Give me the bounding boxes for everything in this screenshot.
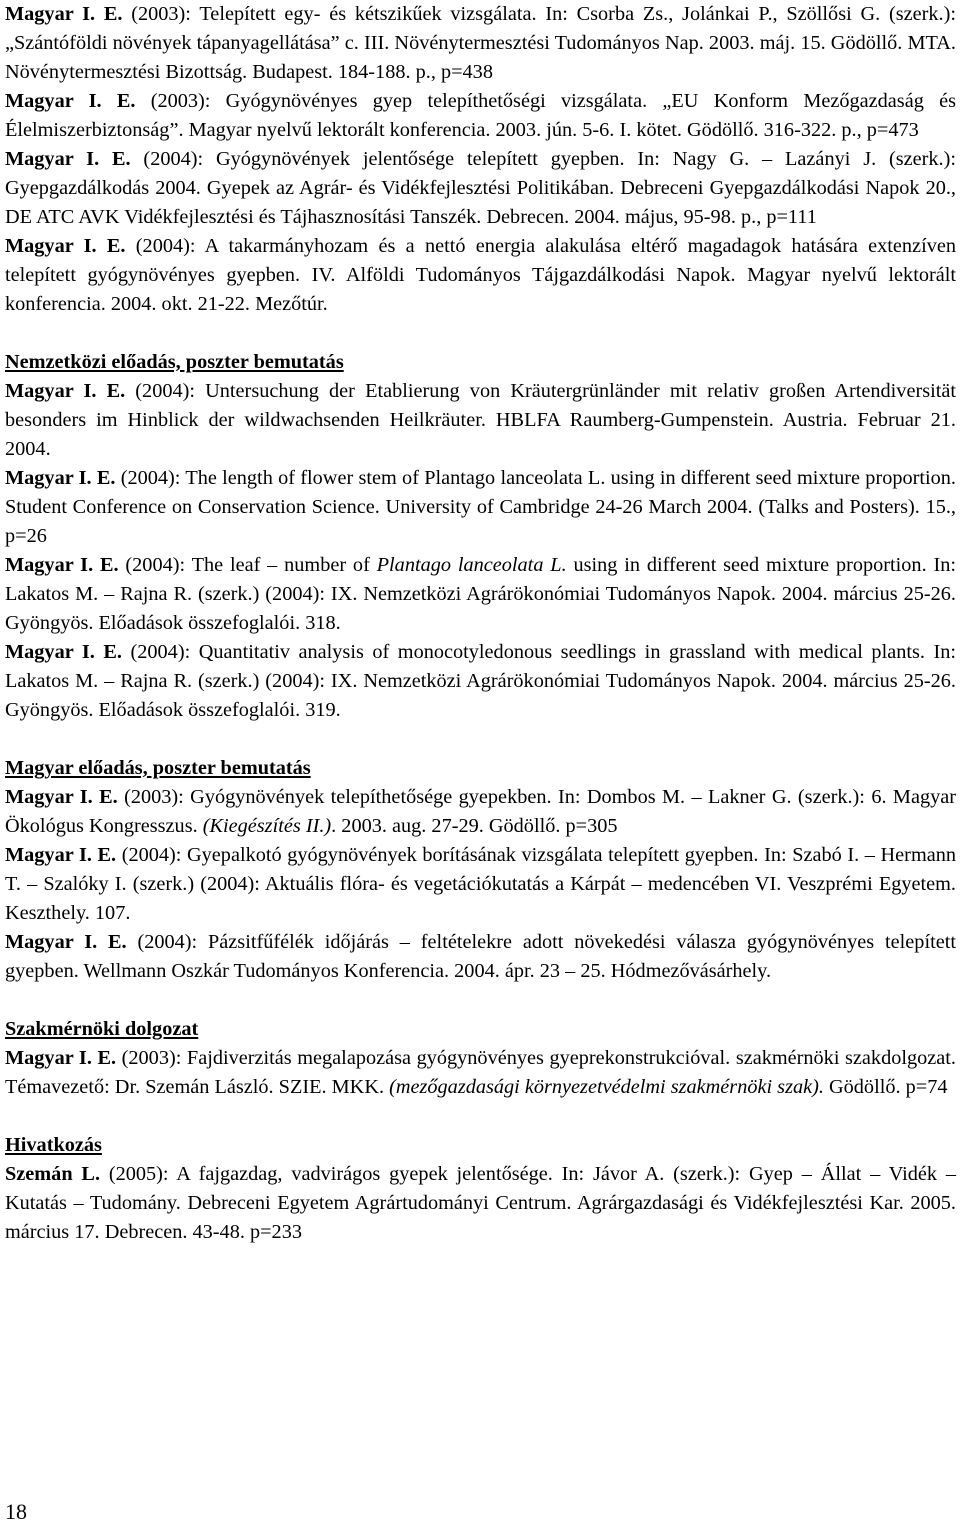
reference-italic-text: Plantago lanceolata L. — [376, 554, 567, 576]
reference-text: (2003): Gyógynövényes gyep telepíthetőségi vizsgálata. „EU Konform Mezőgazdaság és Élelmiszerbiztonság”. Magyar nyelvű lektorált konferencia. 2003. jún. 5-6. I. kötet. Gödöllő. 316-322. p., p=473 — [5, 90, 956, 141]
reference-author: Magyar I. E. — [5, 3, 123, 25]
reference-text: (2004): Pázsitfűfélék időjárás – feltételekre adott növekedési válasza gyógynövényes telepített gyepben. Wellmann Oszkár Tudományos Konferencia. 2004. ápr. 23 – 25. Hódmezővásárhely. — [5, 931, 956, 982]
reference-text: (2005): A fajgazdag, vadvirágos gyepek jelentősége. In: Jávor A. (szerk.): Gyep – Állat – Vidék – Kutatás – Tudomány. Debreceni Egyetem Agrártudományi Centrum. Agrárgazdasági és Vidékfejlesztési Kar. 2005. március 17. Debrecen. 43-48. p=233 — [5, 1163, 957, 1243]
section-heading: Szakmérnöki dolgozat — [5, 1018, 199, 1040]
reference-entry — [5, 1044, 956, 1102]
reference-italic-text: (Kiegészítés II.) — [202, 815, 332, 837]
reference-author: Szemán L. — [5, 1163, 101, 1185]
reference-author: Magyar I. E. — [5, 554, 119, 576]
reference-entry — [5, 841, 956, 928]
reference-text: (2003): Fajdiverzitás megalapozása gyógynövényes gyeprekonstrukcióval. szakmérnöki szakdolgozat. Témavezető: Dr. Szemán László. SZIE. MKK. — [5, 1047, 956, 1098]
reference-entry — [5, 551, 956, 638]
reference-entry — [5, 87, 956, 145]
reference-entry — [5, 783, 956, 841]
reference-entry — [5, 145, 956, 232]
reference-entry — [5, 0, 956, 87]
reference-text: Gödöllő. p=74 — [823, 1076, 948, 1098]
reference-author: Magyar I. E. — [5, 90, 136, 112]
reference-text: (2004): The length of flower stem of Plantago lanceolata L. using in different seed mixture proportion. Student Conference on Conservation Science. University of Cambridge 24-26 March 2004. (Talks and Posters). 15., p=26 — [5, 467, 956, 547]
reference-entry — [5, 1160, 956, 1247]
section-spacer — [5, 725, 956, 754]
reference-author: Magyar I. E. — [5, 641, 122, 663]
section — [5, 1102, 956, 1247]
section-heading: Magyar előadás, poszter bemutatás — [5, 757, 311, 779]
reference-italic-text: (mezőgazdasági környezetvédelmi szakmérnöki szak). — [389, 1076, 824, 1098]
section — [5, 319, 956, 725]
reference-text: (2004): A takarmányhozam és a nettó energia alakulása eltérő magadagok hatására extenzíven telepített gyógynövényes gyepben. IV. Alföldi Tudományos Tájgazdálkodási Napok. Magyar nyelvű lektorált konferencia. 2004. okt. 21-22. Mezőtúr. — [5, 235, 956, 315]
reference-text: (2004): Gyógynövények jelentősége telepített gyepben. In: Nagy G. – Lazányi J. (szerk.): Gyepgazdálkodás 2004. Gyepek az Agrár- és Vidékfejlesztési Politikában. Debreceni Gyepgazdálkodási Napok 20., DE ATC AVK Vidékfejlesztési és Tájhasznosítási Tanszék. Debrecen. 2004. május, 95-98. p., p=111 — [5, 148, 957, 228]
reference-text: . 2003. aug. 27-29. Gödöllő. p=305 — [331, 815, 618, 837]
reference-text: (2004): Gyepalkotó gyógynövények borításának vizsgálata telepített gyepben. In: Szabó I. – Hermann T. – Szalóky I. (szerk.) (2004): Aktuális flóra- és vegetációkutatás a Kárpát – medencében VI. Veszprémi Egyetem. Keszthely. 107. — [5, 844, 956, 924]
section-spacer — [5, 986, 956, 1015]
reference-author: Magyar I. E. — [5, 380, 126, 402]
reference-author: Magyar I. E. — [5, 931, 127, 953]
page-number: 18 — [5, 1499, 27, 1524]
reference-text: using in different seed mixture proportion. In: Lakatos M. – Rajna R. (szerk.) (2004): IX. Nemzetközi Agrárökonómiai Tudományos Napok. 2004. március 25-26. Gyöngyös. Előadások összefoglalói. 318. — [5, 554, 956, 634]
reference-author: Magyar I. E. — [5, 1047, 117, 1069]
section — [5, 986, 956, 1102]
reference-entry — [5, 638, 956, 725]
reference-entry — [5, 232, 956, 319]
reference-text: (2004): Untersuchung der Etablierung von Kräutergrünländer mit relativ großen Artendiversität besonders im Hinblick der wildwachsenden Heilkräuter. HBLFA Raumberg-Gumpenstein. Austria. Februar 21. 2004. — [5, 380, 956, 460]
reference-entry — [5, 377, 956, 464]
reference-entry — [5, 464, 956, 551]
reference-entry — [5, 928, 956, 986]
reference-text: (2003): Telepített egy- és kétszikűek vizsgálata. In: Csorba Zs., Jolánkai P., Szöllősi G. (szerk.): „Szántóföldi növények tápanyagellátása” c. III. Növénytermesztési Tudományos Nap. 2003. máj. 15. Gödöllő. MTA. Növénytermesztési Bizottság. Budapest. 184-188. p., p=438 — [5, 3, 956, 83]
reference-text: (2003): Gyógynövények telepíthetősége gyepekben. In: Dombos M. – Lakner G. (szerk.): 6. Magyar Ökológus Kongresszus. — [5, 786, 956, 837]
section-spacer — [5, 1102, 956, 1131]
section — [5, 0, 956, 319]
reference-author: Magyar I. E. — [5, 786, 118, 808]
reference-author: Magyar I. E. — [5, 844, 117, 866]
reference-text: (2004): The leaf – number of — [118, 554, 377, 576]
section — [5, 725, 956, 986]
reference-text: (2004): Quantitativ analysis of monocotyledonous seedlings in grassland with medical plants. In: Lakatos M. – Rajna R. (szerk.) (2004): IX. Nemzetközi Agrárökonómiai Tudományos Napok. 2004. március 25-26. Gyöngyös. Előadások összefoglalói. 319. — [5, 641, 956, 721]
section-spacer — [5, 319, 956, 348]
section-heading: Nemzetközi előadás, poszter bemutatás — [5, 351, 344, 373]
reference-author: Magyar I. E. — [5, 235, 126, 257]
document-body — [5, 0, 956, 1247]
section-heading: Hivatkozás — [5, 1134, 102, 1156]
reference-author: Magyar I. E. — [5, 148, 131, 170]
reference-author: Magyar I. E. — [5, 467, 116, 489]
